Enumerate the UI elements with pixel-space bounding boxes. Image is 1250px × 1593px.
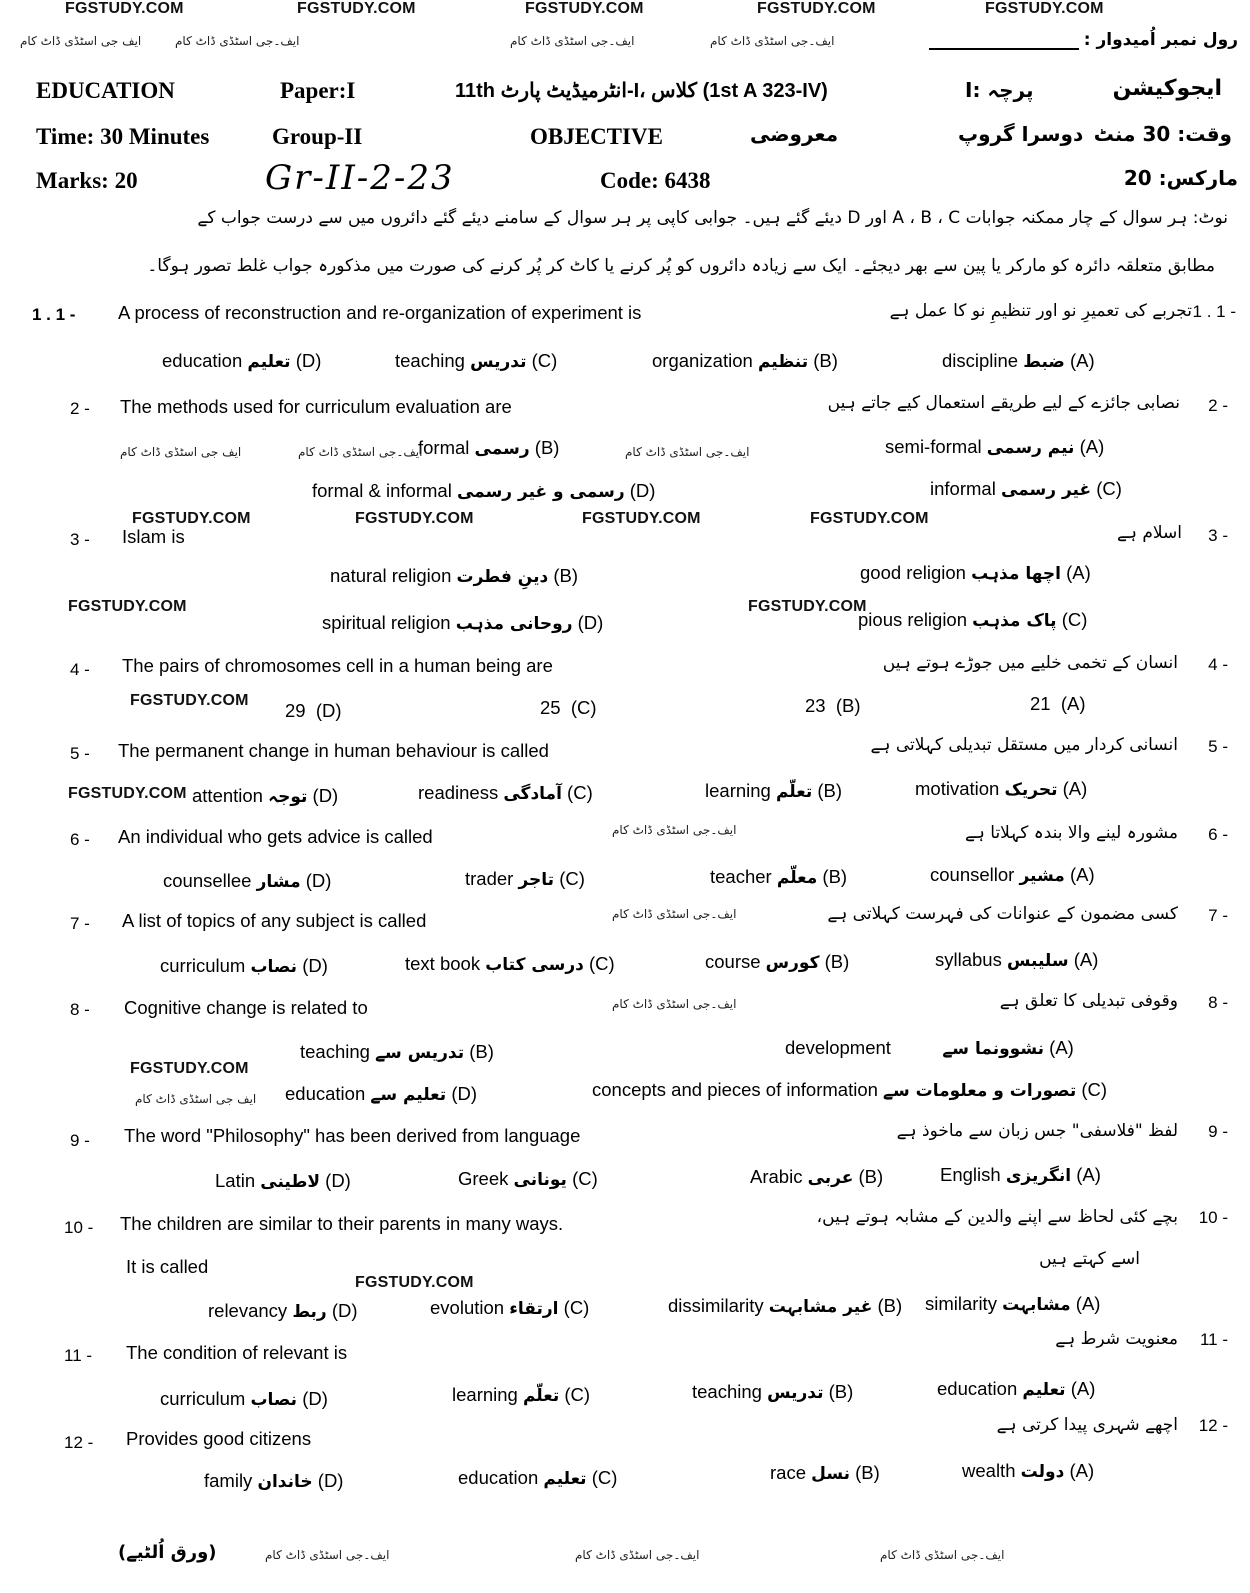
watermark-text: FGSTUDY.COM [582, 510, 701, 527]
question-text-urdu: وقوفی تبدیلی کا تعلق ہے [999, 991, 1178, 1011]
option-b[interactable]: teaching تدریس (B) [692, 1381, 854, 1403]
option-b[interactable]: natural religion دینِ فطرت (B) [330, 565, 578, 587]
option-c[interactable]: teaching تدریس (C) [395, 350, 558, 372]
option-a[interactable]: good religion اچھا مذہب (A) [860, 562, 1091, 584]
watermark-text: FGSTUDY.COM [130, 1060, 249, 1077]
option-a[interactable]: motivation تحریک (A) [915, 778, 1088, 800]
option-c[interactable]: trader تاجر (C) [465, 868, 585, 890]
paper-urdu: پرچہ :I [965, 78, 1034, 102]
time-english: Time: 30 Minutes [36, 124, 210, 149]
watermark-text: FGSTUDY.COM [355, 1274, 474, 1291]
option-c[interactable]: concepts and pieces of information تصورات و معلومات سے (C) [592, 1079, 1108, 1101]
option-c[interactable]: 25 (C) [540, 697, 597, 718]
option-c[interactable]: readiness آمادگی (C) [418, 782, 593, 804]
watermark-text: FGSTUDY.COM [132, 510, 251, 527]
question-number: 9 - [70, 1131, 90, 1150]
question-number: 3 - [70, 530, 90, 549]
class-line: 11th انٹرمیڈیٹ پارٹ-I، کلاس (1st A 323-IV) [455, 80, 828, 102]
option-c[interactable]: evolution ارتقاء (C) [430, 1297, 590, 1319]
question-text-urdu: اسلام ہے [1117, 523, 1182, 543]
watermark-text: FGSTUDY.COM [65, 0, 184, 17]
option-b[interactable]: course کورس (B) [705, 951, 850, 973]
option-b[interactable]: race نسل (B) [770, 1462, 880, 1484]
watermark-urdu: ایف۔جی اسٹڈی ڈاٹ کام [298, 445, 423, 459]
option-d[interactable]: education تعلیم (D) [162, 350, 322, 372]
roll-number-label: رول نمبر اُمیدوار : [1083, 30, 1238, 50]
question-number-urdu: 12 - [1198, 1416, 1228, 1435]
option-c[interactable]: Greek یونانی (C) [458, 1168, 598, 1190]
watermark-text: FGSTUDY.COM [68, 785, 187, 802]
question-number: 6 - [70, 830, 90, 849]
watermark-urdu: ایف۔جی اسٹڈی ڈاٹ کام [612, 823, 737, 837]
option-d[interactable]: attention توجہ (D) [192, 785, 339, 807]
question-text-urdu: انسانی کردار میں مستقل تبدیلی کہلاتی ہے [870, 735, 1178, 755]
question-number: 2 - [70, 399, 90, 418]
watermark-urdu: ایف۔جی اسٹڈی ڈاٹ کام [510, 34, 635, 48]
paper-code: Code: 6438 [600, 168, 711, 193]
watermark-urdu: ایف جی اسٹڈی ڈاٹ کام [135, 1092, 257, 1106]
question-number-urdu: 8 - [1208, 993, 1228, 1012]
group-english: Group-II [272, 124, 363, 149]
question-number-urdu: 9 - [1208, 1122, 1228, 1141]
handwritten-date: Gr-II-2-23 [265, 158, 455, 198]
watermark-text: FGSTUDY.COM [748, 598, 867, 615]
turn-over-note: (ورق اُلٹیے) [118, 1542, 217, 1563]
marks-urdu: مارکس: 20 [1123, 166, 1238, 190]
option-b[interactable]: dissimilarity غیر مشابہت (B) [668, 1295, 903, 1317]
question-text: Provides good citizens [126, 1428, 312, 1449]
option-c[interactable]: education تعلیم (C) [458, 1467, 618, 1489]
instruction-note-line2: مطابق متعلقہ دائرہ کو مارکر یا پین سے بھر دیجئے۔ ایک سے زیادہ دائروں کو پُر کرنے یا کاٹ کر پُر کرنے کی صورت میں مذکورہ جواب غلط تصور ہوگا۔ [147, 256, 1215, 276]
watermark-text: FGSTUDY.COM [355, 510, 474, 527]
option-d[interactable]: curriculum نصاب (D) [160, 955, 328, 977]
question-number-urdu: 7 - [1208, 906, 1228, 925]
watermark-urdu: ایف۔جی اسٹڈی ڈاٹ کام [880, 1548, 1005, 1562]
question-text: The permanent change in human behaviour is called [118, 740, 549, 761]
watermark-urdu: ایف۔جی اسٹڈی ڈاٹ کام [612, 907, 737, 921]
option-a[interactable]: semi-formal نیم رسمی (A) [885, 436, 1105, 458]
option-d[interactable]: 29 (D) [285, 700, 342, 721]
question-text-urdu: مشورہ لینے والا بندہ کہلاتا ہے [964, 823, 1178, 843]
question-text-urdu: بچے کئی لحاظ سے اپنے والدین کے مشابہ ہوتے ہیں، [816, 1207, 1178, 1227]
watermark-urdu: ایف۔جی اسٹڈی ڈاٹ کام [175, 34, 300, 48]
question-number-urdu: 2 - [1208, 396, 1228, 415]
option-a[interactable]: syllabus سلیبس (A) [935, 949, 1099, 971]
watermark-text: FGSTUDY.COM [68, 598, 187, 615]
option-a[interactable]: development نشوونما سے (A) [785, 1037, 1074, 1059]
question-text: Islam is [122, 526, 185, 547]
option-b[interactable]: teaching تدریس سے (B) [300, 1041, 494, 1063]
watermark-text: FGSTUDY.COM [297, 0, 416, 17]
question-text-urdu: تجربے کی تعمیرِ نو اور تنظیمِ نو کا عمل ہے [889, 301, 1192, 321]
watermark-urdu: ایف جی اسٹڈی ڈاٹ کام [120, 445, 242, 459]
question-text: A list of topics of any subject is called [122, 910, 427, 931]
question-text: Cognitive change is related to [124, 997, 368, 1018]
question-text-urdu: معنویت شرط ہے [1055, 1329, 1178, 1349]
question-text-urdu: اچھے شہری پیدا کرتی ہے [996, 1415, 1178, 1435]
question-number: 8 - [70, 1000, 90, 1019]
option-d[interactable]: education تعلیم سے (D) [285, 1083, 477, 1105]
watermark-urdu: ایف جی اسٹڈی ڈاٹ کام [20, 34, 142, 48]
watermark-text: FGSTUDY.COM [985, 0, 1104, 17]
watermark-urdu: ایف۔جی اسٹڈی ڈاٹ کام [265, 1548, 390, 1562]
objective-english: OBJECTIVE [530, 124, 663, 149]
question-text: The children are similar to their parents in many ways. [120, 1213, 564, 1234]
option-b[interactable]: Arabic عربی (B) [750, 1166, 884, 1188]
option-d[interactable]: counsellee مشار (D) [163, 870, 332, 892]
question-number-urdu: 6 - [1208, 825, 1228, 844]
option-d[interactable]: Latin لاطینی (D) [215, 1170, 351, 1192]
option-d[interactable]: spiritual religion روحانی مذہب (D) [322, 612, 604, 634]
group-urdu: دوسرا گروپ [958, 122, 1084, 146]
option-d[interactable]: relevancy ربط (D) [208, 1300, 358, 1322]
instruction-note-line1: نوٹ: ہر سوال کے چار ممکنہ جوابات A ، B ، C اور D دیئے گئے ہیں۔ جوابی کاپی پر ہر سوال کے سامنے دیئے گئے دائروں میں سے درست جواب کے [197, 208, 1228, 228]
subject-urdu: ایجوکیشن [1112, 76, 1222, 101]
option-a[interactable]: 21 (A) [1030, 693, 1086, 714]
option-b[interactable]: learning تعلّم (B) [705, 780, 843, 802]
option-b[interactable]: formal رسمی (B) [418, 437, 560, 459]
option-a[interactable]: similarity مشابہت (A) [925, 1293, 1101, 1315]
option-b[interactable]: teacher معلّم (B) [710, 866, 848, 888]
roll-number-blank [929, 48, 1079, 50]
objective-urdu: معروضی [750, 122, 839, 146]
question-number: 10 - [64, 1218, 94, 1237]
option-c[interactable]: text book درسی کتاب (C) [405, 953, 615, 975]
question-number: 7 - [70, 914, 90, 933]
subject-english: EDUCATION [36, 78, 175, 103]
watermark-urdu: ایف۔جی اسٹڈی ڈاٹ کام [710, 34, 835, 48]
option-c[interactable]: pious religion پاک مذہب (C) [858, 609, 1088, 631]
option-a[interactable]: English انگریزی (A) [940, 1164, 1101, 1186]
option-d[interactable]: formal & informal رسمی و غیر رسمی (D) [312, 480, 656, 502]
question-text: The condition of relevant is [126, 1342, 348, 1363]
watermark-text: FGSTUDY.COM [810, 510, 929, 527]
option-b[interactable]: organization تنظیم (B) [652, 350, 838, 372]
question-number-urdu: 1 . 1 - [1192, 302, 1236, 321]
question-number-urdu: 5 - [1208, 737, 1228, 756]
option-d[interactable]: family خاندان (D) [204, 1470, 344, 1492]
question-number-urdu: 11 - [1199, 1330, 1228, 1349]
time-urdu: وقت: 30 منٹ [1093, 122, 1232, 146]
option-c[interactable]: informal غیر رسمی (C) [930, 478, 1122, 500]
question-text-urdu: انسان کے تخمی خلیے میں جوڑے ہوتے ہیں [882, 653, 1178, 673]
question-number: 5 - [70, 744, 90, 763]
option-a[interactable]: education تعلیم (A) [937, 1378, 1096, 1400]
question-number: 11 - [64, 1346, 93, 1365]
paper-english: Paper:I [280, 78, 356, 103]
question-number-urdu: 3 - [1208, 526, 1228, 545]
watermark-text: FGSTUDY.COM [130, 692, 249, 709]
option-a[interactable]: counsellor مشیر (A) [930, 864, 1095, 886]
question-number: 1 . 1 - [32, 305, 76, 324]
option-a[interactable]: wealth دولت (A) [962, 1460, 1095, 1482]
option-c[interactable]: learning تعلّم (C) [452, 1384, 591, 1406]
question-text-continued: It is called [126, 1256, 209, 1277]
watermark-text: FGSTUDY.COM [757, 0, 876, 17]
question-text: The pairs of chromosomes cell in a human being are [122, 655, 553, 676]
question-text-urdu: نصابی جائزے کے لیے طریقے استعمال کیے جاتے ہیں [827, 393, 1180, 413]
question-text-urdu: لفظ "فلاسفی" جس زبان سے ماخوذ ہے [896, 1121, 1178, 1141]
option-a[interactable]: discipline ضبط (A) [942, 350, 1095, 372]
watermark-urdu: ایف۔جی اسٹڈی ڈاٹ کام [625, 445, 750, 459]
question-text: An individual who gets advice is called [118, 826, 433, 847]
question-text-urdu: کسی مضمون کے عنوانات کی فہرست کہلاتی ہے [827, 904, 1178, 924]
question-number: 12 - [64, 1433, 94, 1452]
roll-number-field [929, 30, 1238, 50]
option-b[interactable]: 23 (B) [805, 695, 861, 716]
question-text: A process of reconstruction and re-organization of experiment is [118, 302, 642, 323]
question-text: The word "Philosophy" has been derived from language [124, 1125, 581, 1146]
question-number-urdu: 10 - [1198, 1208, 1228, 1227]
watermark-text: FGSTUDY.COM [525, 0, 644, 17]
marks-english: Marks: 20 [36, 168, 138, 193]
question-number-urdu: 4 - [1208, 655, 1228, 674]
watermark-urdu: ایف۔جی اسٹڈی ڈاٹ کام [575, 1548, 700, 1562]
question-text: The methods used for curriculum evaluation are [120, 396, 512, 417]
question-number: 4 - [70, 660, 90, 679]
watermark-urdu: ایف۔جی اسٹڈی ڈاٹ کام [612, 997, 737, 1011]
option-d[interactable]: curriculum نصاب (D) [160, 1388, 328, 1410]
question-text-urdu-continued: اسے کہتے ہیں [1039, 1249, 1140, 1269]
